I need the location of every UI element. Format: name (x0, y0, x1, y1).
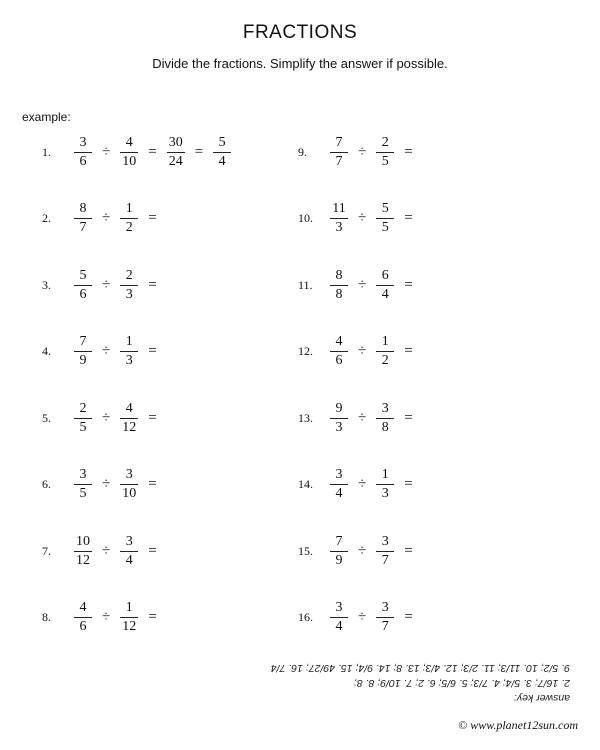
divide-sign: ÷ (102, 276, 111, 293)
divisor-fraction (120, 467, 138, 502)
divisor-fraction (376, 534, 394, 569)
divisor-fraction (376, 600, 394, 635)
divide-sign: ÷ (102, 143, 111, 160)
example-step-fraction-denominator: 4 (218, 153, 226, 169)
divide-sign: ÷ (358, 343, 367, 359)
equals-sign: = (148, 609, 157, 625)
copyright-credit: © www.planet12sun.com (458, 718, 578, 732)
divisor-fraction-denominator: 5 (381, 220, 389, 235)
equals-sign: = (404, 609, 413, 625)
divide-sign: ÷ (358, 210, 367, 226)
problem-number: 14. (298, 477, 313, 491)
divide-sign: ÷ (358, 609, 367, 625)
problem-13 (298, 388, 421, 448)
equals-sign: = (404, 343, 413, 359)
equals-sign: = (404, 143, 413, 160)
problem-3 (42, 255, 165, 315)
problem-number: 8. (42, 610, 51, 624)
divisor-fraction-denominator: 7 (381, 552, 389, 568)
problem-number: 1. (42, 144, 51, 159)
dividend-fraction-numerator: 9 (335, 400, 343, 416)
dividend-fraction-denominator: 8 (335, 286, 343, 302)
equals-sign: = (404, 476, 413, 492)
divisor-fraction-numerator: 4 (125, 134, 133, 150)
answer-key (200, 660, 570, 705)
divisor-fraction-numerator: 6 (381, 267, 389, 283)
dividend-fraction-numerator: 2 (79, 400, 87, 416)
problem-number: 2. (42, 211, 51, 225)
dividend-fraction (330, 600, 348, 635)
equals-sign: = (148, 542, 157, 559)
divisor-fraction-denominator: 10 (122, 153, 137, 169)
problem-8 (42, 588, 165, 648)
problem-11 (298, 255, 421, 315)
dividend-fraction (74, 600, 92, 635)
dividend-fraction-numerator: 3 (335, 467, 343, 482)
dividend-fraction (330, 401, 348, 436)
divisor-fraction (120, 268, 138, 303)
problem-14 (298, 455, 421, 515)
equals-sign: = (194, 143, 204, 160)
dividend-fraction-numerator: 7 (335, 134, 343, 150)
dividend-fraction (330, 268, 348, 303)
dividend-fraction (330, 135, 348, 170)
dividend-fraction-numerator: 8 (79, 201, 87, 216)
equals-sign: = (404, 210, 413, 226)
answer-key-line-2: 9. 5/2; 10. 11/3; 11. 2/3; 12. 4/3; 13. 8; 14. 9/4; 15. 49/27; 16. 7/4 (270, 662, 570, 674)
divisor-fraction (120, 401, 138, 436)
dividend-fraction (330, 534, 348, 569)
problem-6 (42, 455, 165, 515)
divisor-fraction-numerator: 1 (381, 334, 389, 349)
dividend-fraction-denominator: 5 (79, 486, 87, 501)
divisor-fraction (376, 401, 394, 436)
dividend-fraction (74, 534, 92, 569)
divide-sign: ÷ (102, 210, 111, 226)
divisor-fraction-denominator: 10 (122, 486, 137, 501)
dividend-fraction-numerator: 3 (79, 467, 87, 482)
divisor-fraction-denominator: 2 (381, 353, 389, 368)
divisor-fraction-numerator: 3 (125, 533, 133, 549)
divisor-fraction-numerator: 1 (125, 600, 133, 615)
dividend-fraction (330, 467, 348, 502)
instructions: Divide the fractions. Simplify the answer if possible. (152, 56, 448, 71)
dividend-fraction-denominator: 7 (79, 220, 87, 235)
divisor-fraction (376, 467, 394, 502)
divisor-fraction-denominator: 7 (381, 619, 389, 634)
answer-key-label: answer key: (513, 692, 570, 704)
dividend-fraction-denominator: 12 (76, 552, 90, 568)
dividend-fraction (330, 201, 348, 236)
problem-10 (298, 189, 421, 249)
problem-9 (298, 122, 421, 182)
problem-number: 12. (298, 344, 313, 358)
equals-sign: = (404, 409, 413, 426)
divisor-fraction-denominator: 12 (122, 619, 137, 634)
dividend-fraction-denominator: 6 (79, 619, 87, 634)
problem-number: 6. (42, 477, 51, 491)
divisor-fraction (120, 201, 138, 236)
dividend-fraction-denominator: 9 (335, 552, 343, 568)
dividend-fraction-denominator: 6 (79, 153, 87, 169)
divide-sign: ÷ (102, 343, 111, 359)
example-step-fraction-numerator: 5 (218, 134, 226, 150)
dividend-fraction (74, 201, 92, 236)
divisor-fraction-numerator: 1 (125, 334, 133, 349)
divide-sign: ÷ (102, 542, 111, 559)
problem-5 (42, 388, 165, 448)
equals-sign: = (404, 276, 413, 293)
divide-sign: ÷ (358, 409, 367, 426)
dividend-fraction-numerator: 4 (79, 600, 87, 615)
problem-1 (42, 122, 233, 182)
divide-sign: ÷ (358, 276, 367, 293)
divide-sign: ÷ (358, 143, 367, 160)
problem-number: 7. (42, 543, 51, 558)
dividend-fraction (74, 135, 92, 170)
problem-number: 13. (298, 410, 313, 425)
dividend-fraction-denominator: 7 (335, 153, 343, 169)
problem-2 (42, 189, 165, 249)
divisor-fraction (120, 135, 138, 170)
divisor-fraction-denominator: 4 (125, 552, 133, 568)
problem-number: 10. (298, 211, 313, 225)
problem-16 (298, 588, 421, 648)
divisor-fraction-numerator: 3 (125, 467, 133, 482)
divide-sign: ÷ (358, 542, 367, 559)
divisor-fraction-numerator: 3 (381, 600, 389, 615)
problem-number: 9. (298, 144, 307, 159)
dividend-fraction-denominator: 9 (79, 353, 87, 368)
problem-number: 16. (298, 610, 313, 624)
dividend-fraction (74, 268, 92, 303)
problem-number: 4. (42, 344, 51, 358)
example-step-fraction (167, 135, 185, 170)
dividend-fraction-numerator: 5 (79, 267, 87, 283)
equals-sign: = (404, 542, 413, 559)
divisor-fraction-numerator: 1 (125, 201, 133, 216)
divisor-fraction (376, 135, 394, 170)
divisor-fraction (120, 600, 138, 635)
divisor-fraction-numerator: 2 (125, 267, 133, 283)
divisor-fraction-numerator: 1 (381, 467, 389, 482)
equals-sign: = (148, 143, 157, 160)
equals-sign: = (148, 210, 157, 226)
divisor-fraction-denominator: 3 (125, 286, 133, 302)
problem-number: 3. (42, 277, 51, 292)
problem-number: 15. (298, 543, 313, 558)
problem-15 (298, 521, 421, 581)
divisor-fraction-denominator: 3 (381, 486, 389, 501)
dividend-fraction-numerator: 11 (332, 201, 346, 216)
divide-sign: ÷ (358, 476, 367, 492)
divisor-fraction (376, 268, 394, 303)
dividend-fraction-numerator: 7 (79, 334, 87, 349)
equals-sign: = (148, 343, 157, 359)
example-label: example: (22, 110, 71, 124)
dividend-fraction (74, 334, 92, 369)
divisor-fraction-denominator: 12 (122, 419, 137, 435)
dividend-fraction (74, 467, 92, 502)
divisor-fraction-numerator: 3 (381, 400, 389, 416)
dividend-fraction-numerator: 3 (79, 134, 87, 150)
dividend-fraction (74, 401, 92, 436)
example-step-fraction-numerator: 30 (168, 134, 183, 150)
example-step-fraction (213, 135, 231, 170)
dividend-fraction-numerator: 3 (335, 600, 343, 615)
divisor-fraction (376, 201, 394, 236)
problem-4 (42, 322, 165, 382)
equals-sign: = (148, 476, 157, 492)
problem-number: 11. (298, 277, 313, 292)
problem-number: 5. (42, 410, 51, 425)
equals-sign: = (148, 276, 157, 293)
divisor-fraction-denominator: 3 (125, 353, 133, 368)
dividend-fraction-numerator: 10 (76, 533, 90, 549)
problem-7 (42, 521, 165, 581)
dividend-fraction-denominator: 6 (79, 286, 87, 302)
dividend-fraction-numerator: 8 (335, 267, 343, 283)
divisor-fraction (120, 334, 138, 369)
divisor-fraction-denominator: 2 (125, 220, 133, 235)
dividend-fraction (330, 334, 348, 369)
dividend-fraction-numerator: 7 (335, 533, 343, 549)
dividend-fraction-denominator: 4 (335, 486, 343, 501)
dividend-fraction-denominator: 6 (335, 353, 343, 368)
dividend-fraction-denominator: 4 (335, 619, 343, 634)
dividend-fraction-numerator: 4 (335, 334, 343, 349)
divisor-fraction-numerator: 5 (381, 201, 389, 216)
divisor-fraction-denominator: 8 (381, 419, 389, 435)
divisor-fraction (376, 334, 394, 369)
divisor-fraction-numerator: 3 (381, 533, 389, 549)
divisor-fraction-denominator: 5 (381, 153, 389, 169)
divide-sign: ÷ (102, 476, 111, 492)
divide-sign: ÷ (102, 609, 111, 625)
problem-12 (298, 322, 421, 382)
dividend-fraction-denominator: 3 (335, 419, 343, 435)
dividend-fraction-denominator: 3 (335, 220, 343, 235)
dividend-fraction-denominator: 5 (79, 419, 87, 435)
divisor-fraction (120, 534, 138, 569)
divisor-fraction-numerator: 2 (381, 134, 389, 150)
example-step-fraction-denominator: 24 (168, 153, 183, 169)
divisor-fraction-denominator: 4 (381, 286, 389, 302)
divisor-fraction-numerator: 4 (125, 400, 133, 416)
page-title: FRACTIONS (242, 22, 358, 43)
divide-sign: ÷ (102, 409, 111, 426)
equals-sign: = (148, 409, 157, 426)
answer-key-line-1: 2. 16/7; 3. 5/4; 4. 7/3; 5. 6/5; 6. 2; 7. 10/9; 8. 8; (354, 677, 570, 689)
